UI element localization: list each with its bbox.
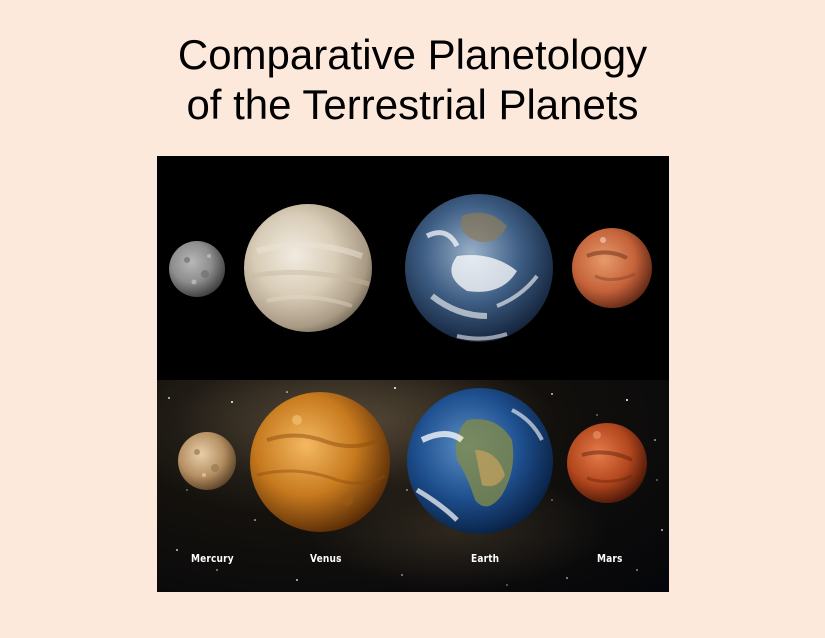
planet-label-venus: Venus bbox=[310, 552, 342, 565]
true-color-planets-image bbox=[157, 156, 669, 380]
planet-label-mercury: Mercury bbox=[191, 552, 234, 565]
slide-title bbox=[0, 30, 825, 130]
planet-label-mars: Mars bbox=[597, 552, 623, 565]
venus-illustration bbox=[250, 392, 390, 532]
earth-photo-top bbox=[405, 194, 553, 342]
venus-photo-top bbox=[244, 204, 372, 332]
mercury-photo-top bbox=[169, 241, 225, 297]
slide-title-line-2: of the Terrestrial Planets bbox=[186, 81, 639, 128]
starfield-planets-image bbox=[157, 380, 669, 592]
earth-illustration bbox=[407, 388, 553, 534]
mercury-illustration bbox=[178, 432, 236, 490]
mars-illustration bbox=[567, 423, 647, 503]
planet-label-earth: Earth bbox=[471, 552, 500, 565]
slide-title-line-1: Comparative Planetology bbox=[177, 31, 648, 78]
mars-photo-top bbox=[572, 228, 652, 308]
